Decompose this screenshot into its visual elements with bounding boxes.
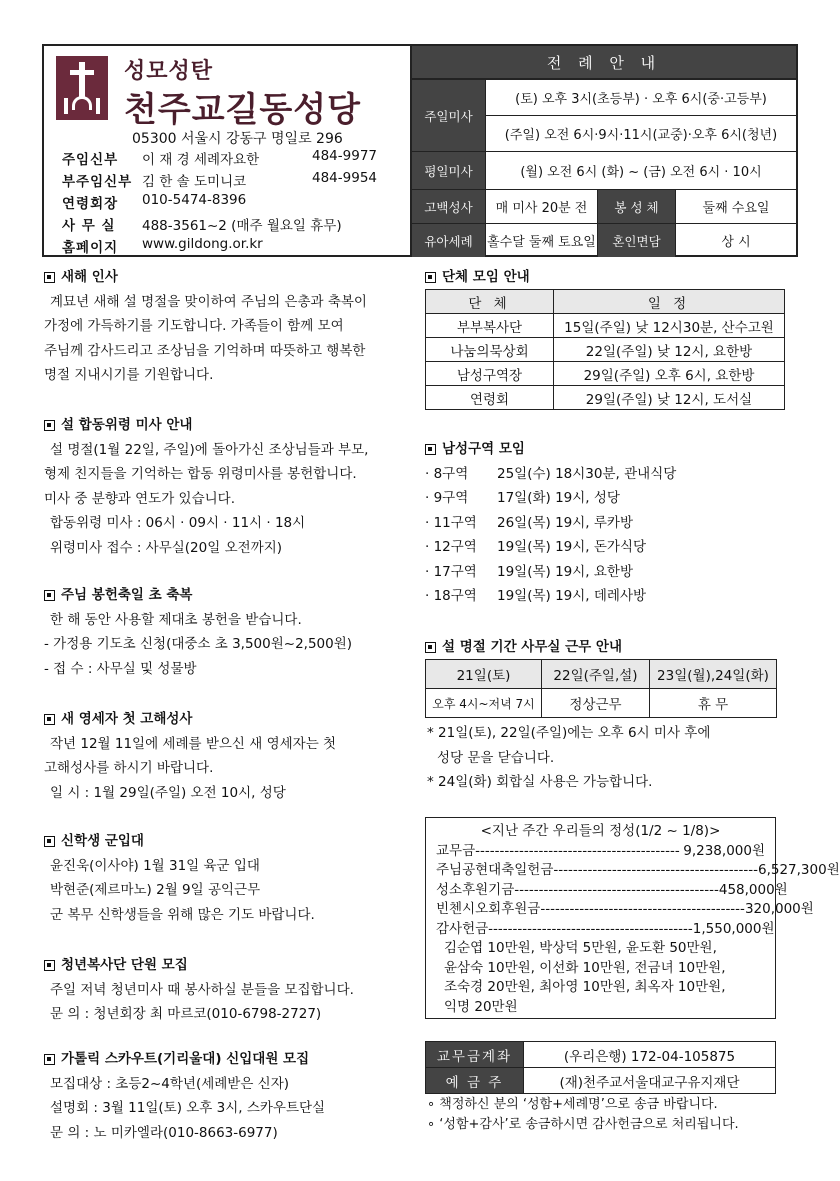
account-table bbox=[425, 1041, 776, 1094]
bullet-icon bbox=[425, 272, 436, 283]
bullet-icon bbox=[44, 272, 55, 283]
parish-name: 천주교길동성당 bbox=[124, 90, 361, 130]
table-row: 연령회 29일(주일) 낮 12시, 도서실 bbox=[426, 386, 785, 410]
list-item: · 12구역 19일(목) 19시, 돈가식당 bbox=[425, 539, 647, 555]
offering-item: 주님공현대축일헌금 ------------------------------------------ 6,527,300원 bbox=[436, 862, 840, 878]
confession-time: 매 미사 20분 전 bbox=[486, 190, 598, 224]
table-row: 부부복사단 15일(주일) 낮 12시30분, 산수고원 bbox=[426, 314, 785, 338]
sunday-sun-time: (주일) 오전 6시·9시·11시(교중)·오후 6시(청년) bbox=[486, 116, 796, 152]
staff-row: 부주임신부 김 한 솔 도미니코 484-9954 bbox=[62, 170, 377, 190]
table-row: 남성구역장 29일(주일) 오후 6시, 요한방 bbox=[426, 362, 785, 386]
section-memorial-mass: 설 합동위령 미사 안내 설 명절(1월 22일, 주일)에 돌아가신 조상님들과 부모, 형제 친지들을 기억하는 합동 위령미사를 봉헌합니다. 미사 중 분향과 연도가 있습니다. 합동위령 미사 : 06시 · 09시 · 11시 · 18시 위령미사 접수 : 사무실(20일 오전까지) bbox=[44, 417, 369, 556]
bullet-icon bbox=[44, 590, 55, 601]
list-item: · 18구역 19일(목) 19시, 데레사방 bbox=[425, 588, 647, 604]
bullet-icon bbox=[44, 714, 55, 725]
office-notes: * 21일(토), 22일(주일)에는 오후 6시 미사 후에 성당 문을 닫습니다. * 24일(화) 회합실 사용은 가능합니다. bbox=[427, 725, 711, 790]
offering-item: 빈첸시오회후원금 ------------------------------------------ 320,000원 bbox=[436, 901, 814, 917]
parish-address: 05300 서울시 강동구 명일로 296 bbox=[132, 131, 343, 147]
offering-item: 교무금 ------------------------------------------ 9,238,000원 bbox=[436, 842, 765, 859]
parish-subtitle: 성모성탄 bbox=[124, 59, 214, 84]
section-altar-servers: 청년복사단 단원 모집 주일 저녁 청년미사 때 봉사하실 분들을 모집합니다. 문 의 : 청년회장 최 마르코(010-6798-2727) bbox=[44, 953, 354, 1027]
staff-row: 연령회장 010-5474-8396 bbox=[62, 192, 247, 212]
table-row: 나눔의묵상회 22일(주일) 낮 12시, 요한방 bbox=[426, 338, 785, 362]
section-scouts: 가톨릭 스카우트(기리울대) 신입대원 모집 모집대상 : 초등2~4학년(세례받은 신자) 설명회 : 3월 11일(토) 오후 3시, 스카우트단실 문 의 : 노 미카엘라(010-8663-6977) bbox=[44, 1047, 325, 1145]
holder-label: 예 금 주 bbox=[426, 1068, 524, 1094]
bullet-icon bbox=[44, 1054, 55, 1065]
weekday-time: (월) 오전 6시 (화) ~ (금) 오전 6시 · 10시 bbox=[486, 152, 796, 190]
marriage-time: 상 시 bbox=[721, 235, 751, 250]
staff-row: 주임신부 이 재 경 세례자요한 484-9977 bbox=[62, 148, 377, 168]
parish-logo bbox=[56, 56, 108, 120]
offering-item: 성소후원기금 ------------------------------------------ 458,000원 bbox=[436, 881, 788, 898]
staff-row: 사 무 실 488-3561~2 (매주 월요일 휴무) bbox=[62, 218, 342, 234]
section-new-year: 새해 인사 계묘년 새해 설 명절을 맞이하여 주님의 은총과 축복이 가정에 가득하기를 기도합니다. 가족들이 함께 모여 주님께 감사드리고 조상님을 기억하며 따뜻하고 행복한 명절 지내시기를 기원합니다. bbox=[44, 269, 367, 383]
communion-time: 둘째 수요일 bbox=[676, 190, 796, 224]
infant-baptism-time: 홀수달 둘째 토요일 bbox=[486, 224, 598, 257]
communion-label: 봉 성 체 bbox=[598, 190, 676, 224]
bullet-icon bbox=[44, 420, 55, 431]
schedule-title: 전 례 안 내 bbox=[412, 46, 796, 80]
staff-row: 홈페이지 www.gildong.or.kr bbox=[62, 236, 312, 256]
bullet-icon bbox=[44, 836, 55, 847]
section-districts: 남성구역 모임 · 8구역 25일(수) 18시30분, 관내식당 · 9구역 17일(화) 19시, 성당 · 11구역 26일(목) 19시, 루카방 · 12구역 19일(목) 19시, 돈가식당 · 17구역 19일(목) 19시, 요한방 · 18구역 19일(목) 19시, 데레사방 bbox=[425, 437, 676, 609]
section-first-confession: 새 영세자 첫 고해성사 작년 12월 11일에 세례를 받으신 새 영세자는 첫 고해성사를 하시기 바랍니다. 일 시 : 1월 29일(주일) 오전 10시, 성당 bbox=[44, 711, 337, 801]
bulletin-header bbox=[42, 44, 798, 257]
offering-title: <지난 주간 우리들의 정성(1/2 ~ 1/8)> bbox=[480, 823, 721, 839]
homepage-link[interactable]: www.gildong.or.kr bbox=[142, 236, 263, 252]
section-office-hours: 설 명절 기간 사무실 근무 안내 bbox=[425, 635, 622, 660]
list-item: · 17구역 19일(목) 19시, 요한방 bbox=[425, 563, 634, 580]
section-candle-blessing: 주님 봉헌축일 초 축복 한 해 동안 사용할 제대초 봉헌을 받습니다. - 가정용 기도초 신청(대중소 초 3,500원~2,500원) - 접 수 : 사무실 및 성물방 bbox=[44, 587, 353, 677]
bullet-icon bbox=[425, 642, 436, 653]
bullet-icon bbox=[44, 960, 55, 971]
list-item: · 9구역 17일(화) 19시, 성당 bbox=[425, 490, 620, 506]
account-holder: (재)천주교서울대교구유지재단 bbox=[524, 1068, 776, 1094]
sunday-sat-time: (토) 오후 3시(초등부) · 오후 6시(중·고등부) bbox=[486, 80, 796, 116]
offering-box: <지난 주간 우리들의 정성(1/2 ~ 1/8)> 교무금 ------------------------------------------ 9,238,000원 주님공현대축일헌금 ------------------------------------------ 6,527,300원 성소후원기금 ------------------------------------------ 458,000원 빈첸시오회후원금 ------------------------------------------ 320,000원 감사헌금 ------------------------------------------ 1,550,000원 김순엽 10만원, 박상덕 5만원, 윤도환 50만원, 윤삼숙 10만원, 이선화 10만원, 전금녀 10만원, 조숙경 20만원, 최아영 10만원, 최옥자 10만원, 익명 20만원 bbox=[425, 817, 776, 1019]
group-meetings-table: 단 체 일 정 부부복사단 15일(주일) 낮 12시30분, 산수고원 나눔의묵상회 22일(주일) 낮 12시, 요한방 남성구역장 29일(주일) 오후 6시, 요한방 연령회 29일(주일) 낮 12시, 도서실 bbox=[425, 289, 785, 410]
infant-baptism-label: 유아세례 bbox=[412, 224, 486, 257]
section-group-meetings: 단체 모임 안내 bbox=[425, 265, 530, 290]
weekday-mass-label: 평일미사 bbox=[412, 152, 486, 190]
offering-item: 감사헌금 ------------------------------------------ 1,550,000원 bbox=[436, 920, 775, 937]
list-item: · 11구역 26일(목) 19시, 루카방 bbox=[425, 514, 634, 531]
account-number: (우리은행) 172-04-105875 bbox=[524, 1042, 776, 1068]
section-seminarian: 신학생 군입대 윤진욱(이사야) 1월 31일 육군 입대 박현준(제르마노) 2월 9일 공익근무 군 복무 신학생들을 위해 많은 기도 바랍니다. bbox=[44, 829, 315, 927]
account-label: 교무금계좌 bbox=[426, 1042, 524, 1068]
liturgy-schedule bbox=[412, 46, 796, 255]
list-item: · 8구역 25일(수) 18시30분, 관내식당 bbox=[425, 465, 677, 482]
marriage-label: 혼인면담 bbox=[598, 224, 676, 257]
bullet-icon bbox=[425, 444, 436, 455]
parish-info bbox=[44, 46, 412, 255]
confession-label: 고백성사 bbox=[412, 190, 486, 224]
account-notes: ∘ 책정하신 분의 ‘성함+세례명’으로 송금 바랍니다. ∘ ‘성함+감사’로 송금하시면 감사헌금으로 처리됩니다. bbox=[427, 1097, 739, 1132]
office-hours-table: 21일(토) 22일(주일,설) 23일(월),24일(화) 오후 4시~저녁 7시 정상근무 휴 무 bbox=[425, 659, 777, 718]
sunday-mass-label: 주일미사 bbox=[412, 80, 486, 152]
